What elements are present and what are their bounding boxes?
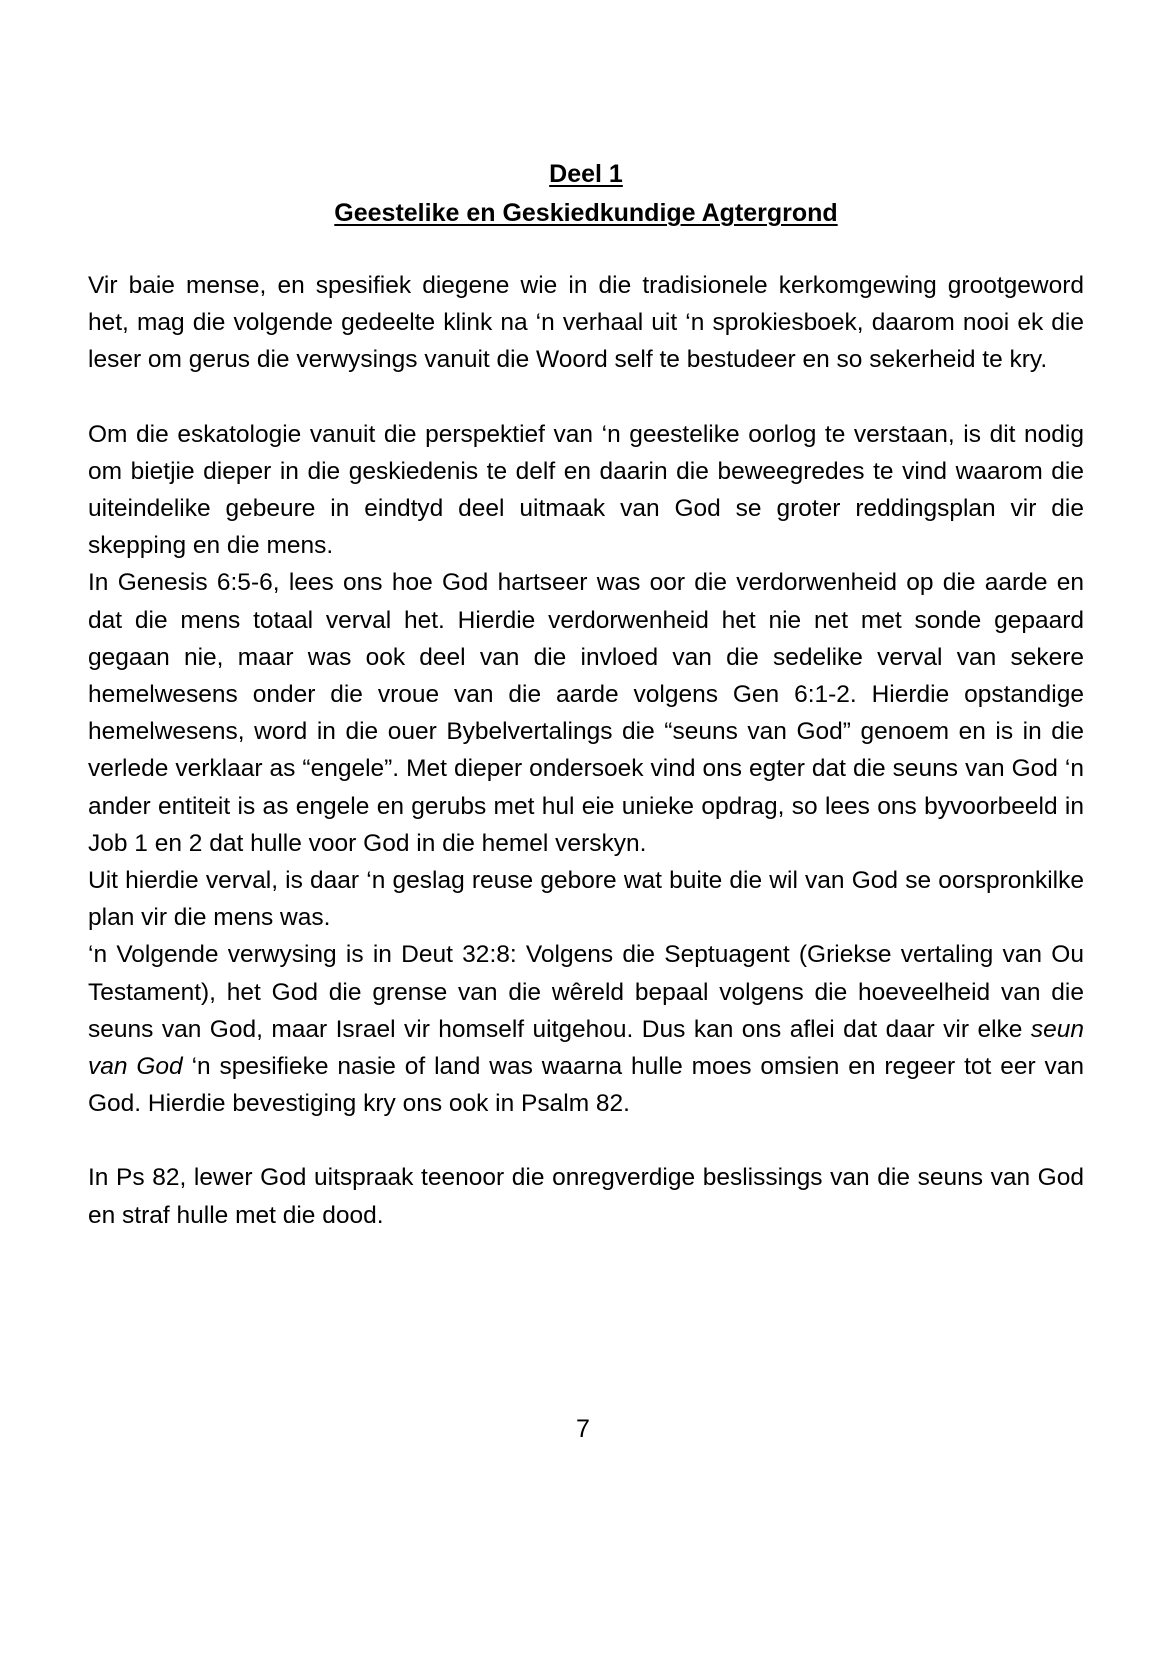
part-label: Deel 1 (549, 160, 623, 188)
deut-italic-term: seun van God (88, 1015, 1084, 1081)
document-page (88, 155, 1084, 1234)
paragraph-psalm: In Ps 82, lewer God uitspraak teenoor die onregverdige beslissings van die seuns van God en straf hulle met die dood. (88, 1164, 1084, 1229)
section-title (88, 194, 1084, 233)
paragraph-genesis: In Genesis 6:5-6, lees ons hoe God hartseer was oor die verdorwenheid op die aarde en dat die mens totaal verval het. Hierdie verdorwenheid het nie net met sonde gepaard gegaan nie, maar was ook deel van die invloed van die sedelike verval van sekere hemelwesens onder die vroue van die aarde volgens Gen 6:1-2. Hierdie opstandige hemelwesens, word in die ouer Bybelvertalings die “seuns van God” genoem en is in die verlede verklaar as “engele”. Met dieper ondersoek vind ons egter dat die seuns van God ‘n ander entiteit is as engele en gerubs met hul eie unieke opdrag, so lees ons byvoorbeeld in Job 1 en 2 dat hulle voor God in die hemel verskyn. (88, 569, 1084, 857)
part-heading (88, 155, 1084, 194)
deut-text-after: ‘n spesifieke nasie of land was waarna hulle moes omsien en regeer tot eer van God. Hierdie bevestiging kry ons ook in Psalm 82. (88, 1053, 1084, 1118)
section-title-text: Geestelike en Geskiedkundige Agtergrond (334, 199, 838, 227)
paragraph-intro: Vir baie mense, en spesifiek diegene wie in die tradisionele kerkomgewing grootgeword het, mag die volgende gedeelte klink na ‘n verhaal uit ‘n sprokiesboek, daarom nooi ek die leser om gerus die verwysings vanuit die Woord self te bestudeer en so sekerheid te kry. (88, 272, 1084, 374)
body-text (88, 267, 1084, 1234)
paragraph-spacer (88, 1122, 1084, 1159)
deut-text-before: ‘n Volgende verwysing is in Deut 32:8: Volgens die Septuagent (Griekse vertaling van Ou Testament), het God die grense van die wêreld bepaal volgens die hoeveelheid van die seuns van God, maar Israel vir homself uitgehou. Dus kan ons aflei dat daar vir elke (88, 941, 1084, 1043)
paragraph-deuteronomy (88, 936, 1084, 1122)
paragraph-giants: Uit hierdie verval, is daar ‘n geslag reuse gebore wat buite die wil van God se oorspronkilke plan vir die mens was. (88, 867, 1084, 932)
paragraph-spacer (88, 379, 1084, 416)
paragraph-eschatology: Om die eskatologie vanuit die perspektief van ‘n geestelike oorlog te verstaan, is dit nodig om bietjie dieper in die geskiedenis te delf en daarin die beweegredes te vind waarom die uiteindelike gebeure in eindtyd deel uitmaak van God se groter reddingsplan vir die skepping en die mens. (88, 420, 1084, 560)
page-number: 7 (576, 1415, 590, 1443)
